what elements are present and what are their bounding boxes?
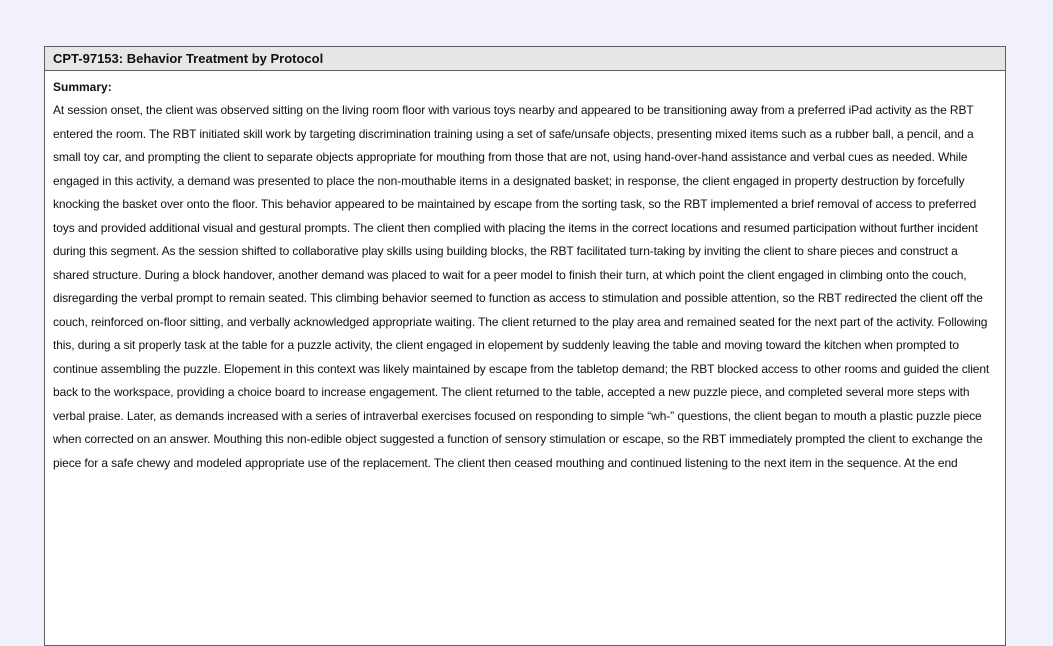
note-title: CPT-97153: Behavior Treatment by Protocol <box>53 51 324 66</box>
summary-label: Summary: <box>53 80 112 94</box>
summary-text: At session onset, the client was observed sitting on the living room floor with various toys nearby and appeared to be transitioning away from a preferred iPad activity as the RBT entered the room. The RBT initiated skill work by targeting discrimination training using a set of safe/unsafe objects, presenting mixed items such as a rubber ball, a pencil, and a small toy car, and prompting the client to separate objects appropriate for mouthing from those that are not, using hand-over-hand assistance and verbal cues as needed. While engaged in this activity, a demand was presented to place the non-mouthable items in a designated basket; in response, the client engaged in property destruction by forcefully knocking the basket over onto the floor. This behavior appeared to be maintained by escape from the sorting task, so the RBT implemented a brief removal of access to preferred toys and provided additional visual and gestural prompts. The client then complied with placing the items in the correct locations and resumed participation without further incident during this segment. As the session shifted to collaborative play skills using building blocks, the RBT facilitated turn-taking by inviting the client to share pieces and construct a shared structure. During a block handover, another demand was placed to wait for a peer model to finish their turn, at which point the client engaged in climbing onto the couch, disregarding the verbal prompt to remain seated. This climbing behavior seemed to function as access to stimulation and possible attention, so the RBT redirected the client off the couch, reinforced on-floor sitting, and verbally acknowledged appropriate waiting. The client returned to the play area and remained seated for the next part of the activity. Following this, during a sit properly task at the table for a puzzle activity, the client engaged in elopement by suddenly leaving the table and moving toward the kitchen when prompted to continue assembling the puzzle. Elopement in this context was likely maintained by escape from the tabletop demand; the RBT blocked access to other rooms and guided the client back to the workspace, providing a choice board to increase engagement. The client returned to the table, accepted a new puzzle piece, and completed several more steps with verbal praise. Later, as demands increased with a series of intraverbal exercises focused on responding to simple “wh-” questions, the client began to mouth a plastic puzzle piece when corrected on an answer. Mouthing this non-edible object suggested a function of sensory stimulation or escape, so the RBT immediately prompted the client to exchange the piece for a safe chewy and modeled appropriate use of the replacement. The client then ceased mouthing and continued listening to the next item in the sequence. At the end <box>53 103 990 470</box>
session-note-card <box>44 46 1006 646</box>
card-body <box>45 71 1005 475</box>
card-header <box>45 47 1005 71</box>
